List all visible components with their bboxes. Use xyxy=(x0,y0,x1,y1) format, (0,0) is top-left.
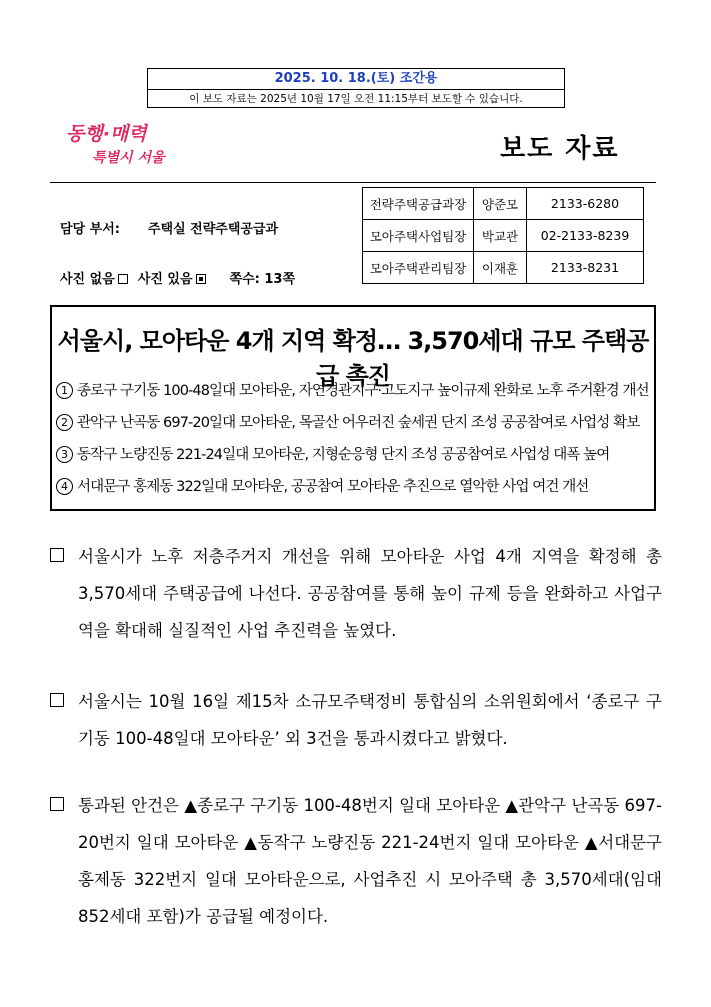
contact-name: 양준모 xyxy=(474,188,527,220)
contact-row xyxy=(363,188,644,220)
contact-table xyxy=(362,187,644,284)
department-label: 담당 부서: xyxy=(60,222,120,237)
contact-row xyxy=(363,252,644,284)
subheadline-text: 서대문구 홍제동 322일대 모아타운, 공공참여 모아타운 추진으로 열악한 사업 여건 개선 xyxy=(77,479,589,495)
logo-line2: 특별시 서울 xyxy=(92,150,165,166)
subheadline-text: 동작구 노량진동 221-24일대 모아타운, 지형순응형 단지 조성 공공참여로 사업성 대폭 높여 xyxy=(77,447,610,463)
contact-phone: 2133-8231 xyxy=(527,252,644,284)
subheadline-text: 관악구 난곡동 697-20일대 모아타운, 목골산 어우러진 숲세권 단지 조성 공공참여로 사업성 확보 xyxy=(77,415,640,431)
circled-number: 3 xyxy=(56,446,73,463)
square-bullet-icon xyxy=(50,548,64,562)
photo-none-checkbox xyxy=(118,274,128,284)
body-paragraph xyxy=(50,787,662,935)
contact-team: 모아주택사업팀장 xyxy=(363,220,474,252)
header-divider xyxy=(50,182,656,183)
contact-name: 이재훈 xyxy=(474,252,527,284)
paragraph-text: 서울시가 노후 저층주거지 개선을 위해 모아타운 사업 4개 지역을 확정해 총 3,570세대 주택공급에 나선다. 공공참여를 통해 높이 규제 등을 완화하고 사업구역을 확대해 실질적인 사업 추진력을 높였다. xyxy=(78,547,662,640)
subheadline-text: 종로구 구기동 100-48일대 모아타운, 자연경관지구·고도지구 높이규제 완화로 노후 주거환경 개선 xyxy=(77,383,649,399)
subheadline-item xyxy=(56,471,652,503)
logo-line1: 동행·매력 xyxy=(66,123,147,145)
contact-name: 박교관 xyxy=(474,220,527,252)
contact-team: 모아주택관리팀장 xyxy=(363,252,474,284)
contact-phone: 02-2133-8239 xyxy=(527,220,644,252)
square-bullet-icon xyxy=(50,693,64,707)
paragraph-text: 서울시는 10월 16일 제15차 소규모주택정비 통합심의 소위원회에서 ‘종로구 구기동 100-48일대 모아타운’ 외 3건을 통과시켰다고 밝혔다. xyxy=(78,692,662,748)
circled-number: 1 xyxy=(56,382,73,399)
circled-number: 4 xyxy=(56,478,73,495)
subheadline-item xyxy=(56,407,652,439)
headline: 서울시, 모아타운 4개 지역 확정… 3,570세대 규모 주택공급 촉진 xyxy=(57,327,649,390)
photo-none-label: 사진 없음 xyxy=(60,272,115,287)
embargo-date: 2025. 10. 18.(토) 조간용 xyxy=(148,69,564,90)
embargo-box xyxy=(147,68,565,108)
photo-yes-label: 사진 있음 xyxy=(137,272,193,287)
photo-line xyxy=(60,268,295,287)
page-count: 쪽수: 13쪽 xyxy=(229,272,296,287)
department-value: 주택실 전략주택공급과 xyxy=(147,222,279,237)
subheadline-item xyxy=(56,375,652,407)
contact-phone: 2133-6280 xyxy=(527,188,644,220)
square-bullet-icon xyxy=(50,797,64,811)
headline-box xyxy=(50,305,656,511)
body-paragraph xyxy=(50,683,662,757)
subheadline-list xyxy=(56,375,652,503)
embargo-note: 이 보도 자료는 2025년 10월 17일 오전 11:15부터 보도할 수 있습니다. xyxy=(189,93,523,105)
photo-yes-checkbox xyxy=(196,274,206,284)
body-paragraph xyxy=(50,538,662,649)
contact-row xyxy=(363,220,644,252)
paragraph-text: 통과된 안건은 ▲종로구 구기동 100-48번지 일대 모아타운 ▲관악구 난곡동 697-20번지 일대 모아타운 ▲동작구 노량진동 221-24번지 일대 모아타운 ▲서대문구 홍제동 322번지 일대 모아타운으로, 사업추진 시 모아주택 총 3,570세대(임대 852세대 포함)가 공급될 예정이다. xyxy=(78,796,662,926)
contact-team: 전략주택공급과장 xyxy=(363,188,474,220)
subheadline-item xyxy=(56,439,652,471)
circled-number: 2 xyxy=(56,414,73,431)
seoul-logo xyxy=(62,118,182,170)
doc-type-title: 보도 자료 xyxy=(500,134,620,164)
department-line xyxy=(60,218,278,237)
